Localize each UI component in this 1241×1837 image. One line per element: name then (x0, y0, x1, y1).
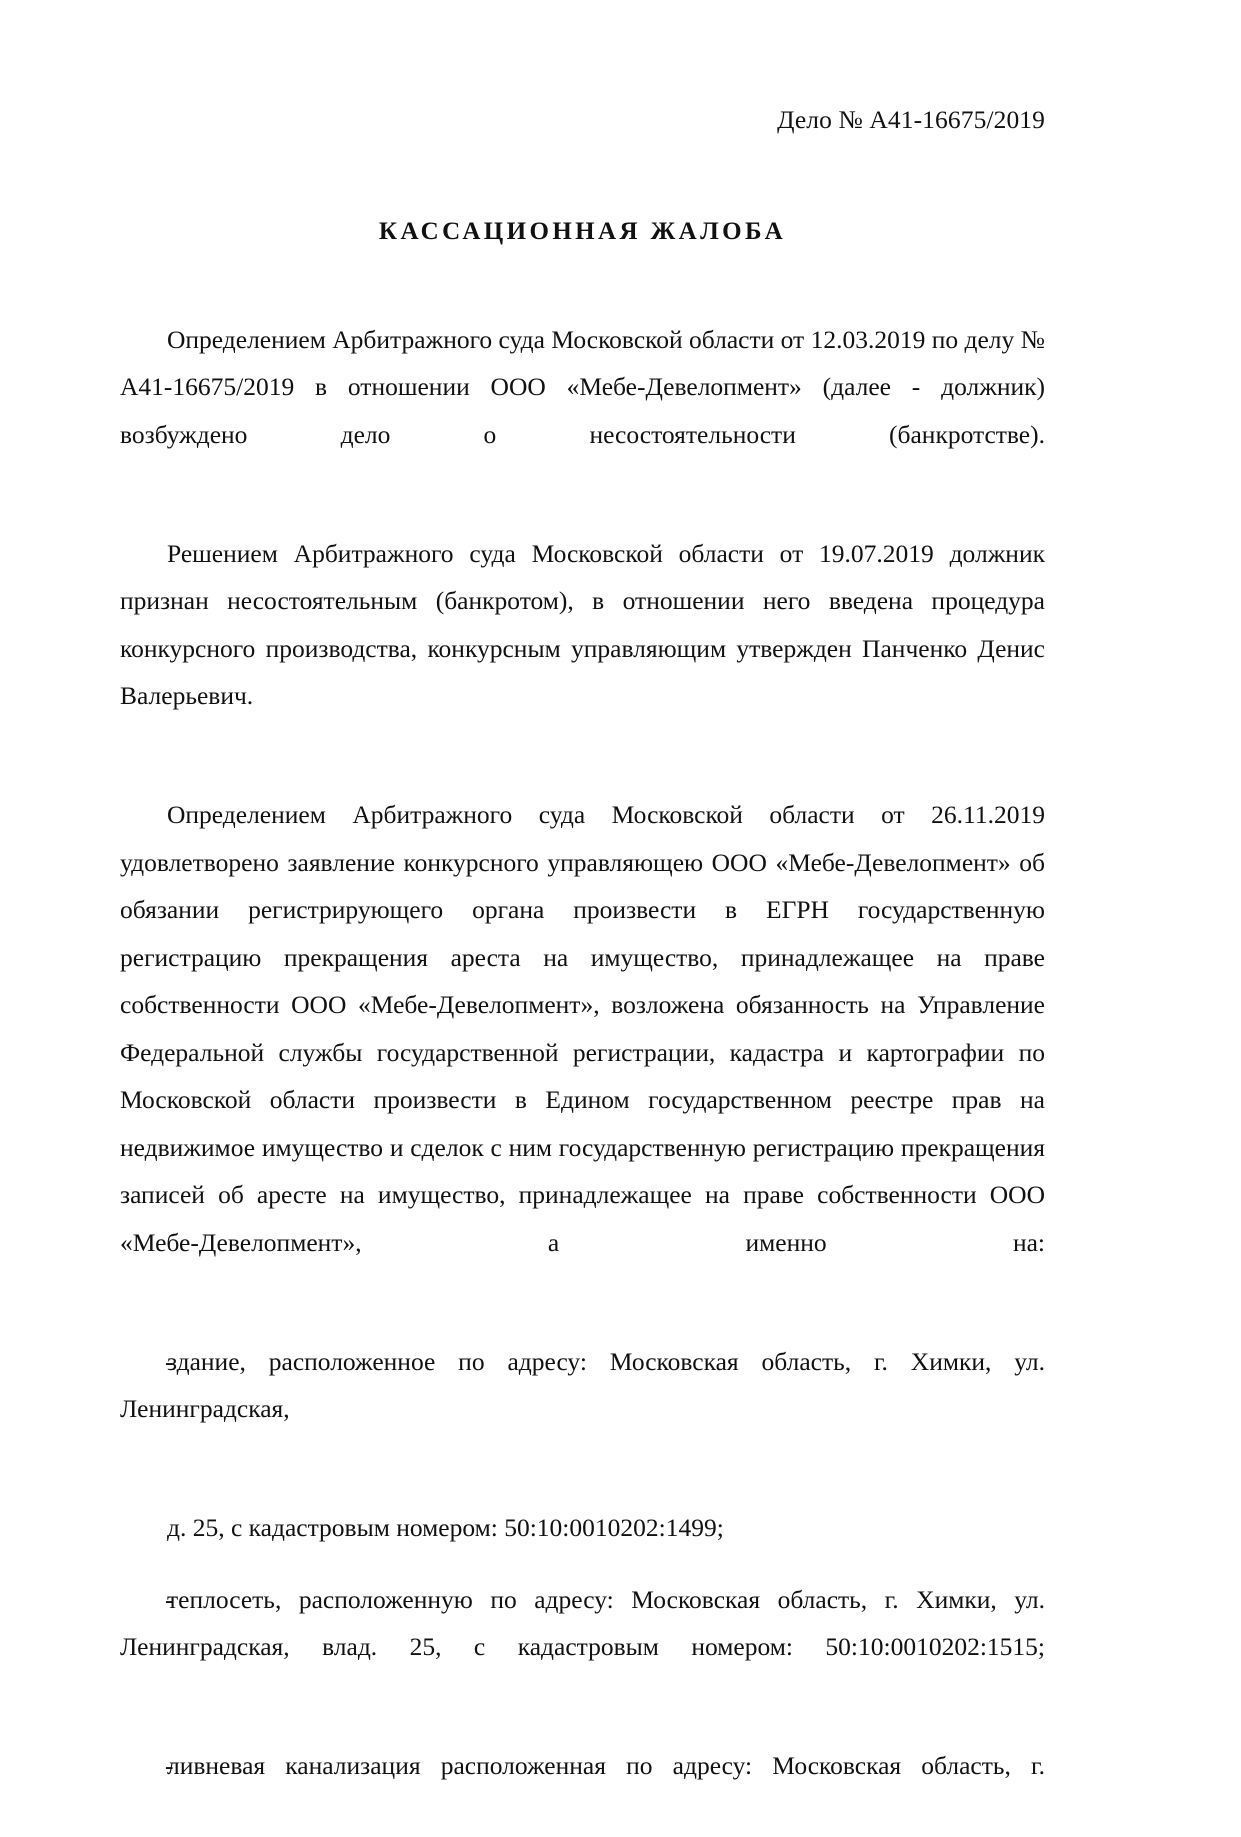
document-body (120, 316, 1045, 1837)
list-item (120, 1742, 1045, 1837)
list-marker-dash (120, 1338, 167, 1386)
list-marker-dash (120, 1742, 167, 1790)
list-item-label: здание, расположенное по адресу: Московская область, г. Химки, ул. Ленинградская, (120, 1346, 1045, 1424)
page-title: КАССАЦИОННАЯ ЖАЛОБА (378, 217, 787, 245)
list-item (120, 1338, 1045, 1481)
document-content (120, 0, 1045, 1837)
list-marker-dash (120, 1576, 167, 1624)
paragraph-egrn-ruling: Определением Арбитражного суда Московской области от 26.11.2019 удовлетворено заявление конкурсного управляющею ООО «Мебе-Девелопмент» об обязании регистрирующего органа произвести в ЕГРН государственную регистрацию прекращения ареста на имущество, принадлежащее на праве собственности ООО «Мебе-Девелопмент», возложена обязанность на Управление Федеральной службы государственной регистрации, кадастра и картографии по Московской области произвести в Едином государственном реестре прав на недвижимое имущество и сделок с ним государственную регистрацию прекращения записей об аресте на имущество, принадлежащее на праве собственности ООО «Мебе-Девелопмент», а именно на: (120, 800, 1045, 1257)
list-item (120, 1576, 1045, 1719)
list-item-label: теплосеть, расположенную по адресу: Московская область, г. Химки, ул. Ленинградская, влад. 25, с кадастровым номером: 50:10:0010202:1515; (120, 1584, 1045, 1662)
cadastral-number-line: д. 25, с кадастровым номером: 50:10:0010202:1499; (167, 1513, 724, 1543)
paragraph-bankruptcy-decision: Решением Арбитражного суда Московской области от 19.07.2019 должник признан несостоятельным (банкротом), в отношении него введена процедура конкурсного производства, конкурсным управляющим утвержден Панченко Денис Валерьевич. (120, 538, 1045, 711)
list-item-label: ливневая канализация расположенная по адресу: Московская область, г. (167, 1751, 1045, 1781)
paragraph-case-initiation: Определением Арбитражного суда Московской области от 12.03.2019 по делу № А41-16675/2019 в отношении ООО «Мебе-Девелопмент» (далее - должник) возбуждено дело о несостоятельности (банкротстве). (120, 324, 1045, 449)
case-number-header: Дело № А41-16675/2019 (777, 105, 1045, 134)
